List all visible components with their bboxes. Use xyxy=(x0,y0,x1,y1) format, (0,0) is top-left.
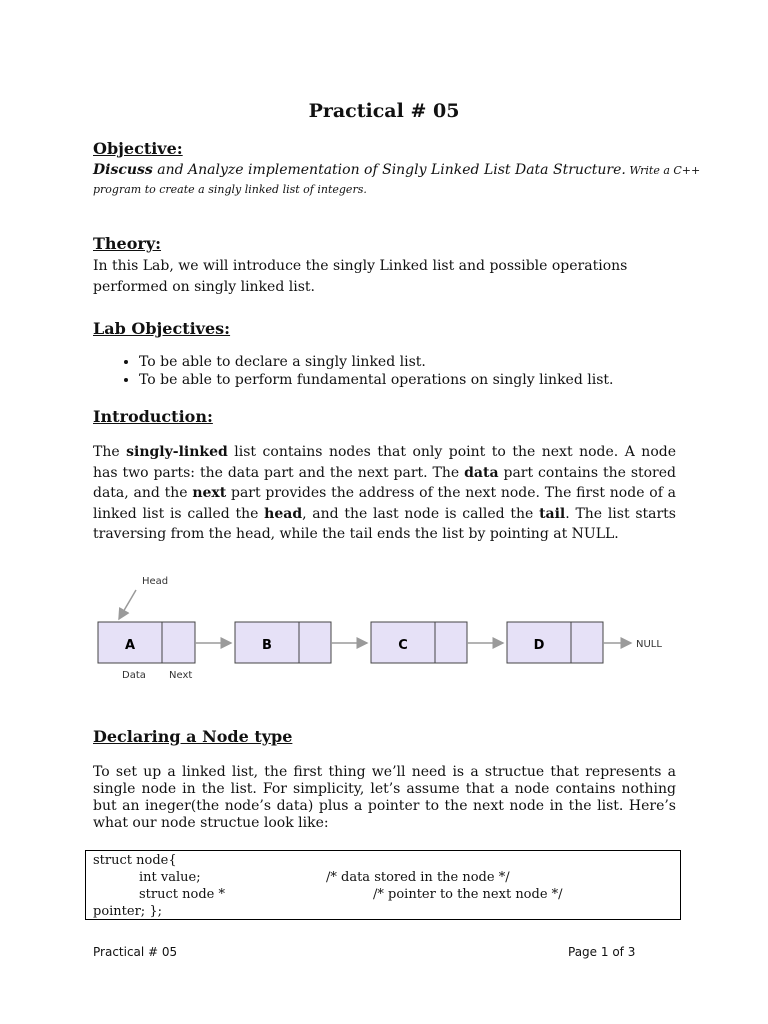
introduction-paragraph xyxy=(93,442,676,545)
text-run: part provides the address of the next node. The first node of a linked list is called the xyxy=(93,485,676,522)
theory-paragraph: In this Lab, we will introduce the singly Linked list and possible operations performed on singly linked list. xyxy=(93,258,628,295)
lab-objectives-list xyxy=(93,354,613,389)
bold-term: tail xyxy=(539,505,566,522)
objective-text-line2: program to create a singly linked list of integers. xyxy=(93,183,367,196)
next-cell xyxy=(162,622,195,663)
theory-heading: Theory: xyxy=(93,234,162,253)
code-line: int value; xyxy=(139,870,201,885)
node-a xyxy=(98,622,195,663)
objective-description: and Analyze implementation of Singly Linked List Data Structure. xyxy=(152,162,626,178)
lab-objectives-heading: Lab Objectives: xyxy=(93,319,231,338)
footer-page-number: Page 1 of 3 xyxy=(568,945,636,959)
code-line: pointer; }; xyxy=(93,904,162,919)
declaring-heading: Declaring a Node type xyxy=(93,727,293,746)
bold-term: head xyxy=(264,505,303,522)
code-comment: /* pointer to the next node */ xyxy=(373,887,563,902)
node-c xyxy=(371,622,467,663)
list-item: • To be able to declare a singly linked list. xyxy=(139,354,613,372)
null-label: NULL xyxy=(636,639,662,650)
text-run: , and the last node is called the xyxy=(302,505,540,522)
code-line: struct node{ xyxy=(93,853,177,868)
linked-list-diagram xyxy=(90,565,670,690)
list-item: • To be able to perform fundamental operations on singly linked list. xyxy=(139,372,613,390)
head-arrow xyxy=(119,590,136,619)
text-run: list contains nodes that only point to the next node. A node has two parts: the data part and the next part. The xyxy=(93,444,676,481)
head-label: Head xyxy=(142,576,169,587)
next-cell xyxy=(571,622,603,663)
bold-term: next xyxy=(192,485,227,501)
data-label: Data xyxy=(122,670,146,681)
code-block xyxy=(85,850,681,920)
objective-text xyxy=(93,162,700,178)
node-label: B xyxy=(262,638,272,653)
text-run: . The list starts traversing from the head, while the tail ends the list by pointing at NULL. xyxy=(93,505,676,542)
objective-write: Write a C++ xyxy=(625,164,701,177)
text-run: part contains the stored data, and the xyxy=(93,464,676,501)
node-label: A xyxy=(124,638,136,653)
bold-term: singly-linked xyxy=(126,444,228,460)
footer-left: Practical # 05 xyxy=(93,945,178,959)
code-line: struct node * xyxy=(139,887,225,902)
node-label: C xyxy=(398,638,408,653)
objective-verb: Discuss xyxy=(93,162,153,178)
node-label: D xyxy=(533,638,545,653)
code-comment: /* data stored in the node */ xyxy=(326,870,510,885)
node-b xyxy=(235,622,331,663)
declaring-paragraph: To set up a linked list, the first thing we’ll need is a structue that represents a single node in the list. For simplicity, let’s assume that a node contains nothing but an ineger(the node’s data) plus a pointer to the next node in the list. Here’s what our node structue look like: xyxy=(93,764,676,831)
introduction-heading: Introduction: xyxy=(93,407,213,426)
page-title: Practical # 05 xyxy=(308,100,460,122)
objective-heading: Objective: xyxy=(93,139,183,158)
next-cell xyxy=(435,622,467,663)
next-cell xyxy=(299,622,331,663)
next-label: Next xyxy=(169,670,193,681)
bold-term: data xyxy=(464,464,499,481)
text-run: The xyxy=(93,444,127,460)
node-d xyxy=(507,622,603,663)
